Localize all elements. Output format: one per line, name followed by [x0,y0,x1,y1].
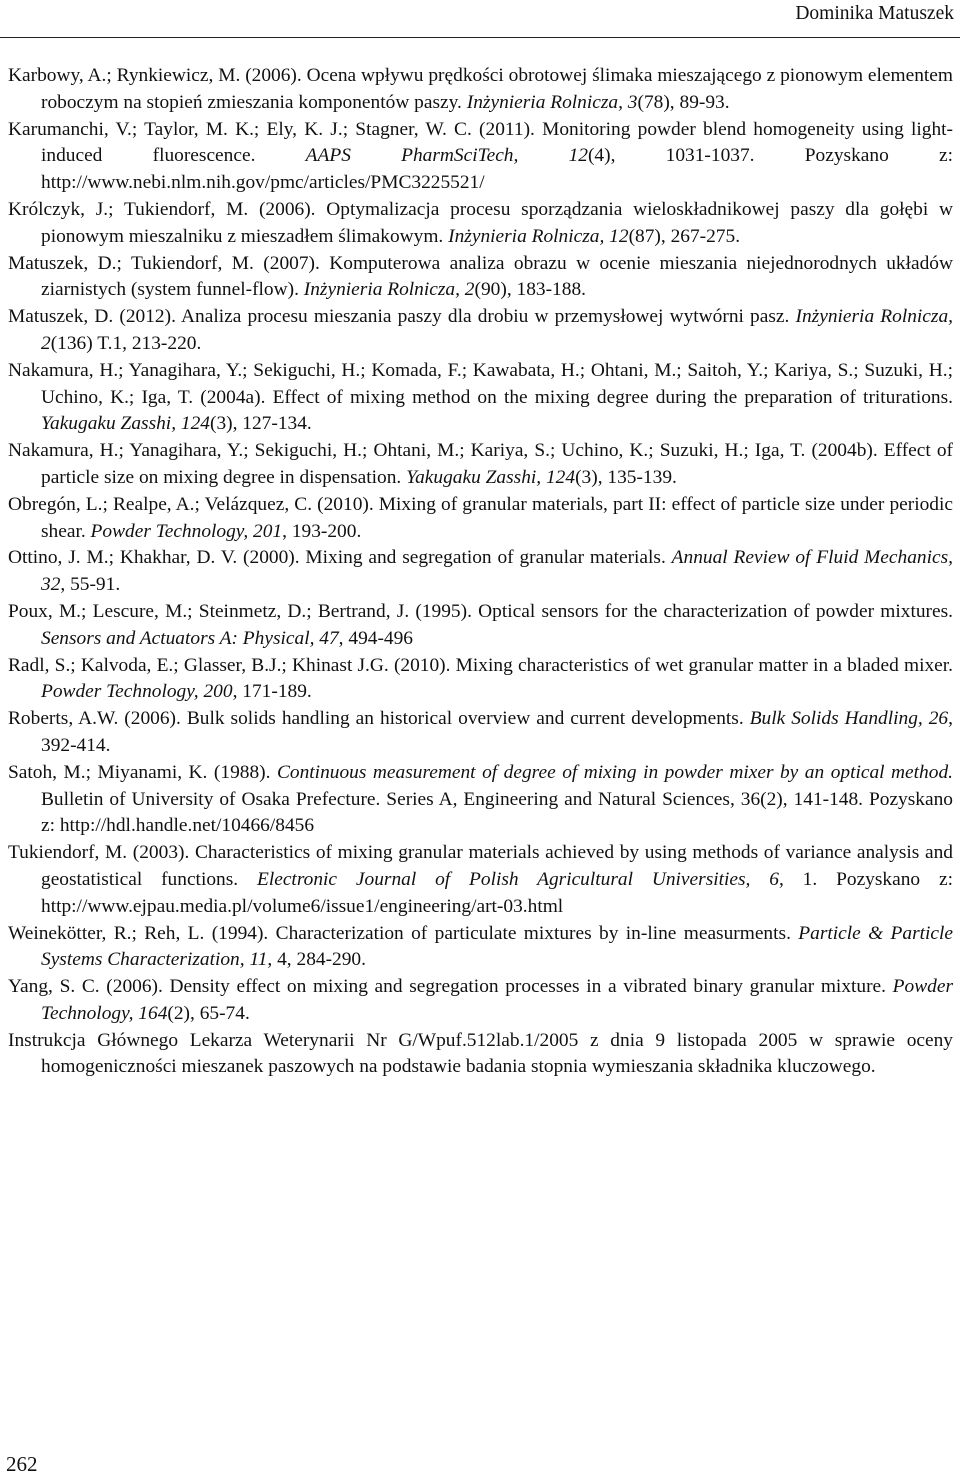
reference-text: Instrukcja Głównego Lekarza Weterynarii Nr G/Wpuf.512lab.1/2005 z dnia 9 listopada 2005 w sprawie oceny homogeniczności mieszanek paszowych na podstawie badania stopnia wymieszania składnika kluczowego. [8,1029,953,1078]
reference-item [8,197,953,251]
reference-item [8,599,953,653]
reference-details: , 392-414. [41,708,953,756]
reference-text: Obregón, L.; Realpe, A.; Velázquez, C. (2010). Mixing of granular materials, part II: effect of particle size under periodic shear. [8,493,953,542]
reference-journal: Inżynieria Rolnicza, 2 [41,306,953,354]
reference-text: Nakamura, H.; Yanagihara, Y.; Sekiguchi, H.; Ohtani, M.; Kariya, S.; Uchino, K.; Suzuki, H.; Iga, T. (2004b). Effect of particle size on mixing degree in dispensation. [8,440,953,488]
reference-text: Weinekötter, R.; Reh, L. (1994). Characterization of particulate mixtures by in-line measurments. [8,922,799,944]
reference-journal: Particle & Particle Systems Characterization, 11 [41,922,954,971]
reference-item [8,1028,953,1082]
reference-details: , 4, 284-290. [267,949,366,971]
reference-journal: Annual Review of Fluid Mechanics, 32 [41,547,953,596]
reference-item [8,545,953,599]
reference-details: (2), 65-74. [167,1002,250,1024]
reference-item [8,358,953,438]
reference-journal: Sensors and Actuators A: Physical, 47 [41,627,339,649]
running-header [0,0,960,38]
reference-item [8,921,953,975]
reference-journal: Powder Technology, 164 [41,976,953,1024]
reference-text: Królczyk, J.; Tukiendorf, M. (2006). Optymalizacja procesu sporządzania wieloskładnikowej paszy dla gołębi w pionowym mieszalniku z mieszadłem ślimakowym. [8,198,953,247]
reference-text: Nakamura, H.; Yanagihara, Y.; Sekiguchi, H.; Komada, F.; Kawabata, H.; Ohtani, M.; Saitoh, Y.; Kariya, S.; Suzuki, H.; Uchino, K.; Iga, T. (2004a). Effect of mixing method on the mixing degree during the preparation of triturations. [8,359,953,408]
reference-details: , 171-189. [232,681,312,703]
reference-details: , 193-200. [282,520,362,542]
reference-text: Poux, M.; Lescure, M.; Steinmetz, D.; Bertrand, J. (1995). Optical sensors for the characterization of powder mixtures. [8,600,953,622]
reference-item [8,840,953,920]
reference-text: Matuszek, D.; Tukiendorf, M. (2007). Komputerowa analiza obrazu w ocenie mieszania niejednorodnych układów ziarnistych (system funnel-flow). [8,252,953,301]
reference-text: Ottino, J. M.; Khakhar, D. V. (2000). Mixing and segregation of granular materials. [8,547,672,569]
reference-details: , 494-496 [338,627,413,649]
reference-text: Matuszek, D. (2012). Analiza procesu mieszania paszy dla drobiu w przemysłowej wytwórni pasz. [8,306,796,328]
reference-text: Tukiendorf, M. (2003). Characteristics of mixing granular materials achieved by using methods of variance analysis and geostatistical functions. [8,842,953,890]
reference-details: (3), 135-139. [575,466,677,488]
reference-text: Radl, S.; Kalvoda, E.; Glasser, B.J.; Khinast J.G. (2010). Mixing characteristics of wet granular matter in a bladed mixer. [8,654,953,676]
header-author: Dominika Matuszek [795,3,954,24]
reference-details: , 1. Pozyskano z: http://www.ejpau.media.pl/volume6/issue1/engineering/art-03.html [41,868,953,917]
reference-details: , 55-91. [60,574,121,596]
reference-journal: Powder Technology, 200 [41,681,233,703]
reference-journal: AAPS PharmSciTech, 12 [305,145,588,167]
reference-journal: Continuous measurement of degree of mixing in powder mixer by an optical method. [276,761,953,783]
reference-journal: Electronic Journal of Polish Agricultural Universities, 6 [256,868,779,890]
reference-journal: Inżynieria Rolnicza, 2 [303,279,475,301]
reference-item [8,251,953,305]
reference-item [8,706,953,760]
reference-journal: Bulk Solids Handling, 26 [749,708,949,730]
reference-item [8,760,953,840]
reference-details: Bulletin of University of Osaka Prefecture. Series A, Engineering and Natural Sciences, 36(2), 141-148. Pozyskano z: http://hdl.handle.net/10466/8456 [41,788,953,837]
reference-text: Karumanchi, V.; Taylor, M. K.; Ely, K. J.; Stagner, W. C. (2011). Monitoring powder blend homogeneity using light-induced fluorescence. [8,118,953,167]
reference-details: (4), 1031-1037. Pozyskano z: http://www.nebi.nlm.nih.gov/pmc/articles/PMC3225521/ [41,145,953,194]
reference-item [8,304,953,358]
reference-item [8,974,953,1028]
reference-text: Karbowy, A.; Rynkiewicz, M. (2006). Ocena wpływu prędkości obrotowej ślimaka mieszającego z pionowym elementem roboczym na stopień zmieszania komponentów paszy. [8,65,953,113]
reference-details: (90), 183-188. [474,279,586,301]
reference-journal: Yakugaku Zasshi, 124 [41,413,210,435]
reference-text: Yang, S. C. (2006). Density effect on mixing and segregation processes in a vibrated binary granular mixture. [8,976,893,998]
reference-journal: Yakugaku Zasshi, 124 [406,466,576,488]
reference-details: (87), 267-275. [628,225,741,247]
reference-item [8,63,953,117]
reference-journal: Inżynieria Rolnicza, 12 [448,225,629,247]
reference-details: (136) T.1, 213-220. [50,332,202,354]
reference-journal: Inżynieria Rolnicza, 3 [466,91,638,113]
reference-list [8,63,953,1081]
reference-item [8,438,953,492]
reference-item [8,653,953,707]
reference-journal: Powder Technology, 201 [90,520,283,542]
reference-item [8,492,953,546]
reference-text: Satoh, M.; Miyanami, K. (1988). [8,761,277,783]
reference-item [8,117,953,197]
reference-details: (78), 89-93. [637,91,730,113]
reference-text: Roberts, A.W. (2006). Bulk solids handling an historical overview and current developments. [8,708,750,730]
reference-details: (3), 127-134. [209,413,312,435]
page-number: 262 [6,1452,38,1476]
